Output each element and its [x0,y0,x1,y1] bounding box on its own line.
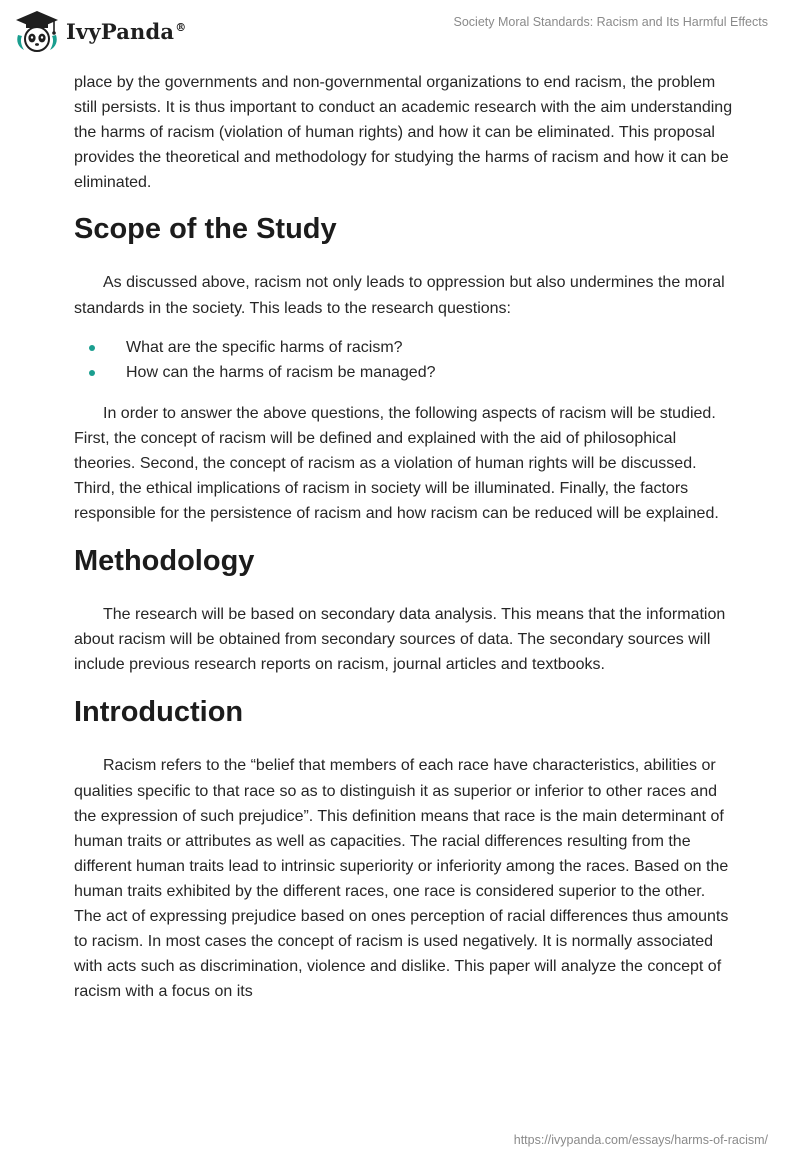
scope-paragraph-1: As discussed above, racism not only leads to oppression but also undermines the moral standards in the society. This leads to the research questions: [74,274,725,317]
panda-graduate-icon [14,9,60,53]
registered-mark: ® [175,20,187,34]
introduction-heading: Introduction [74,696,244,729]
scope-paragraph-2: In order to answer the above questions, the following aspects of racism will be studied. First, the concept of racism will be defined and explained with the aid of philosophical theories. Second, the concept of racism as a violation of human rights will be discussed. Third, the ethical implications of racism in society will be illuminated. Finally, the factors responsible for the persistence of racism and how racism can be reduced will be explained. [74,404,719,523]
methodology-paragraph: The research will be based on secondary data analysis. This means that the information about racism will be obtained from secondary sources of data. The secondary sources will include previous research reports on racism, journal articles and textbooks. [74,606,726,674]
methodology-heading: Methodology [74,545,255,578]
bullet-dot-icon [89,370,95,376]
list-item [74,335,734,360]
essay-content [74,70,734,1004]
bullet-dot-icon [89,345,95,351]
intro-paragraph: place by the governments and non-governmental organizations to end racism, the problem still persists. It is thus important to conduct an academic research with the aim understanding the harms of racism (violation of human rights) and how it can be eliminated. This proposal provides the theoretical and methodology for studying the harms of racism and how it can be eliminated. [74,74,733,192]
document-title: Society Moral Standards: Racism and Its Harmful Effects [453,15,768,29]
scope-heading: Scope of the Study [74,213,337,246]
research-questions-list [74,335,734,385]
page-header [0,0,800,64]
question-text: What are the specific harms of racism? [126,338,403,356]
ivypanda-logo[interactable] [14,9,186,53]
introduction-paragraph: Racism refers to the “belief that members of each race have characteristics, abilities or qualities specific to that race so as to distinguish it as superior or inferior to other races and the expression of such prejudice”. This definition means that race is the main determinant of human traits or attributes as well as capacities. The racial differences resulting from the different human traits lead to intrinsic superiority or inferiority among the races. Based on the human traits exhibited by the different races, one race is considered superior to the other. The act of expressing prejudice based on ones perception of racial differences thus amounts to racism. In most cases the concept of racism is used negatively. It is normally associated with acts such as discrimination, violence and dislike. This paper will analyze the concept of racism with a focus on its [74,757,729,1001]
question-text: How can the harms of racism be managed? [126,363,436,381]
source-url[interactable]: https://ivypanda.com/essays/harms-of-racism/ [513,1133,768,1147]
list-item [74,360,734,385]
logo-wordmark: IvyPanda® [66,18,187,44]
